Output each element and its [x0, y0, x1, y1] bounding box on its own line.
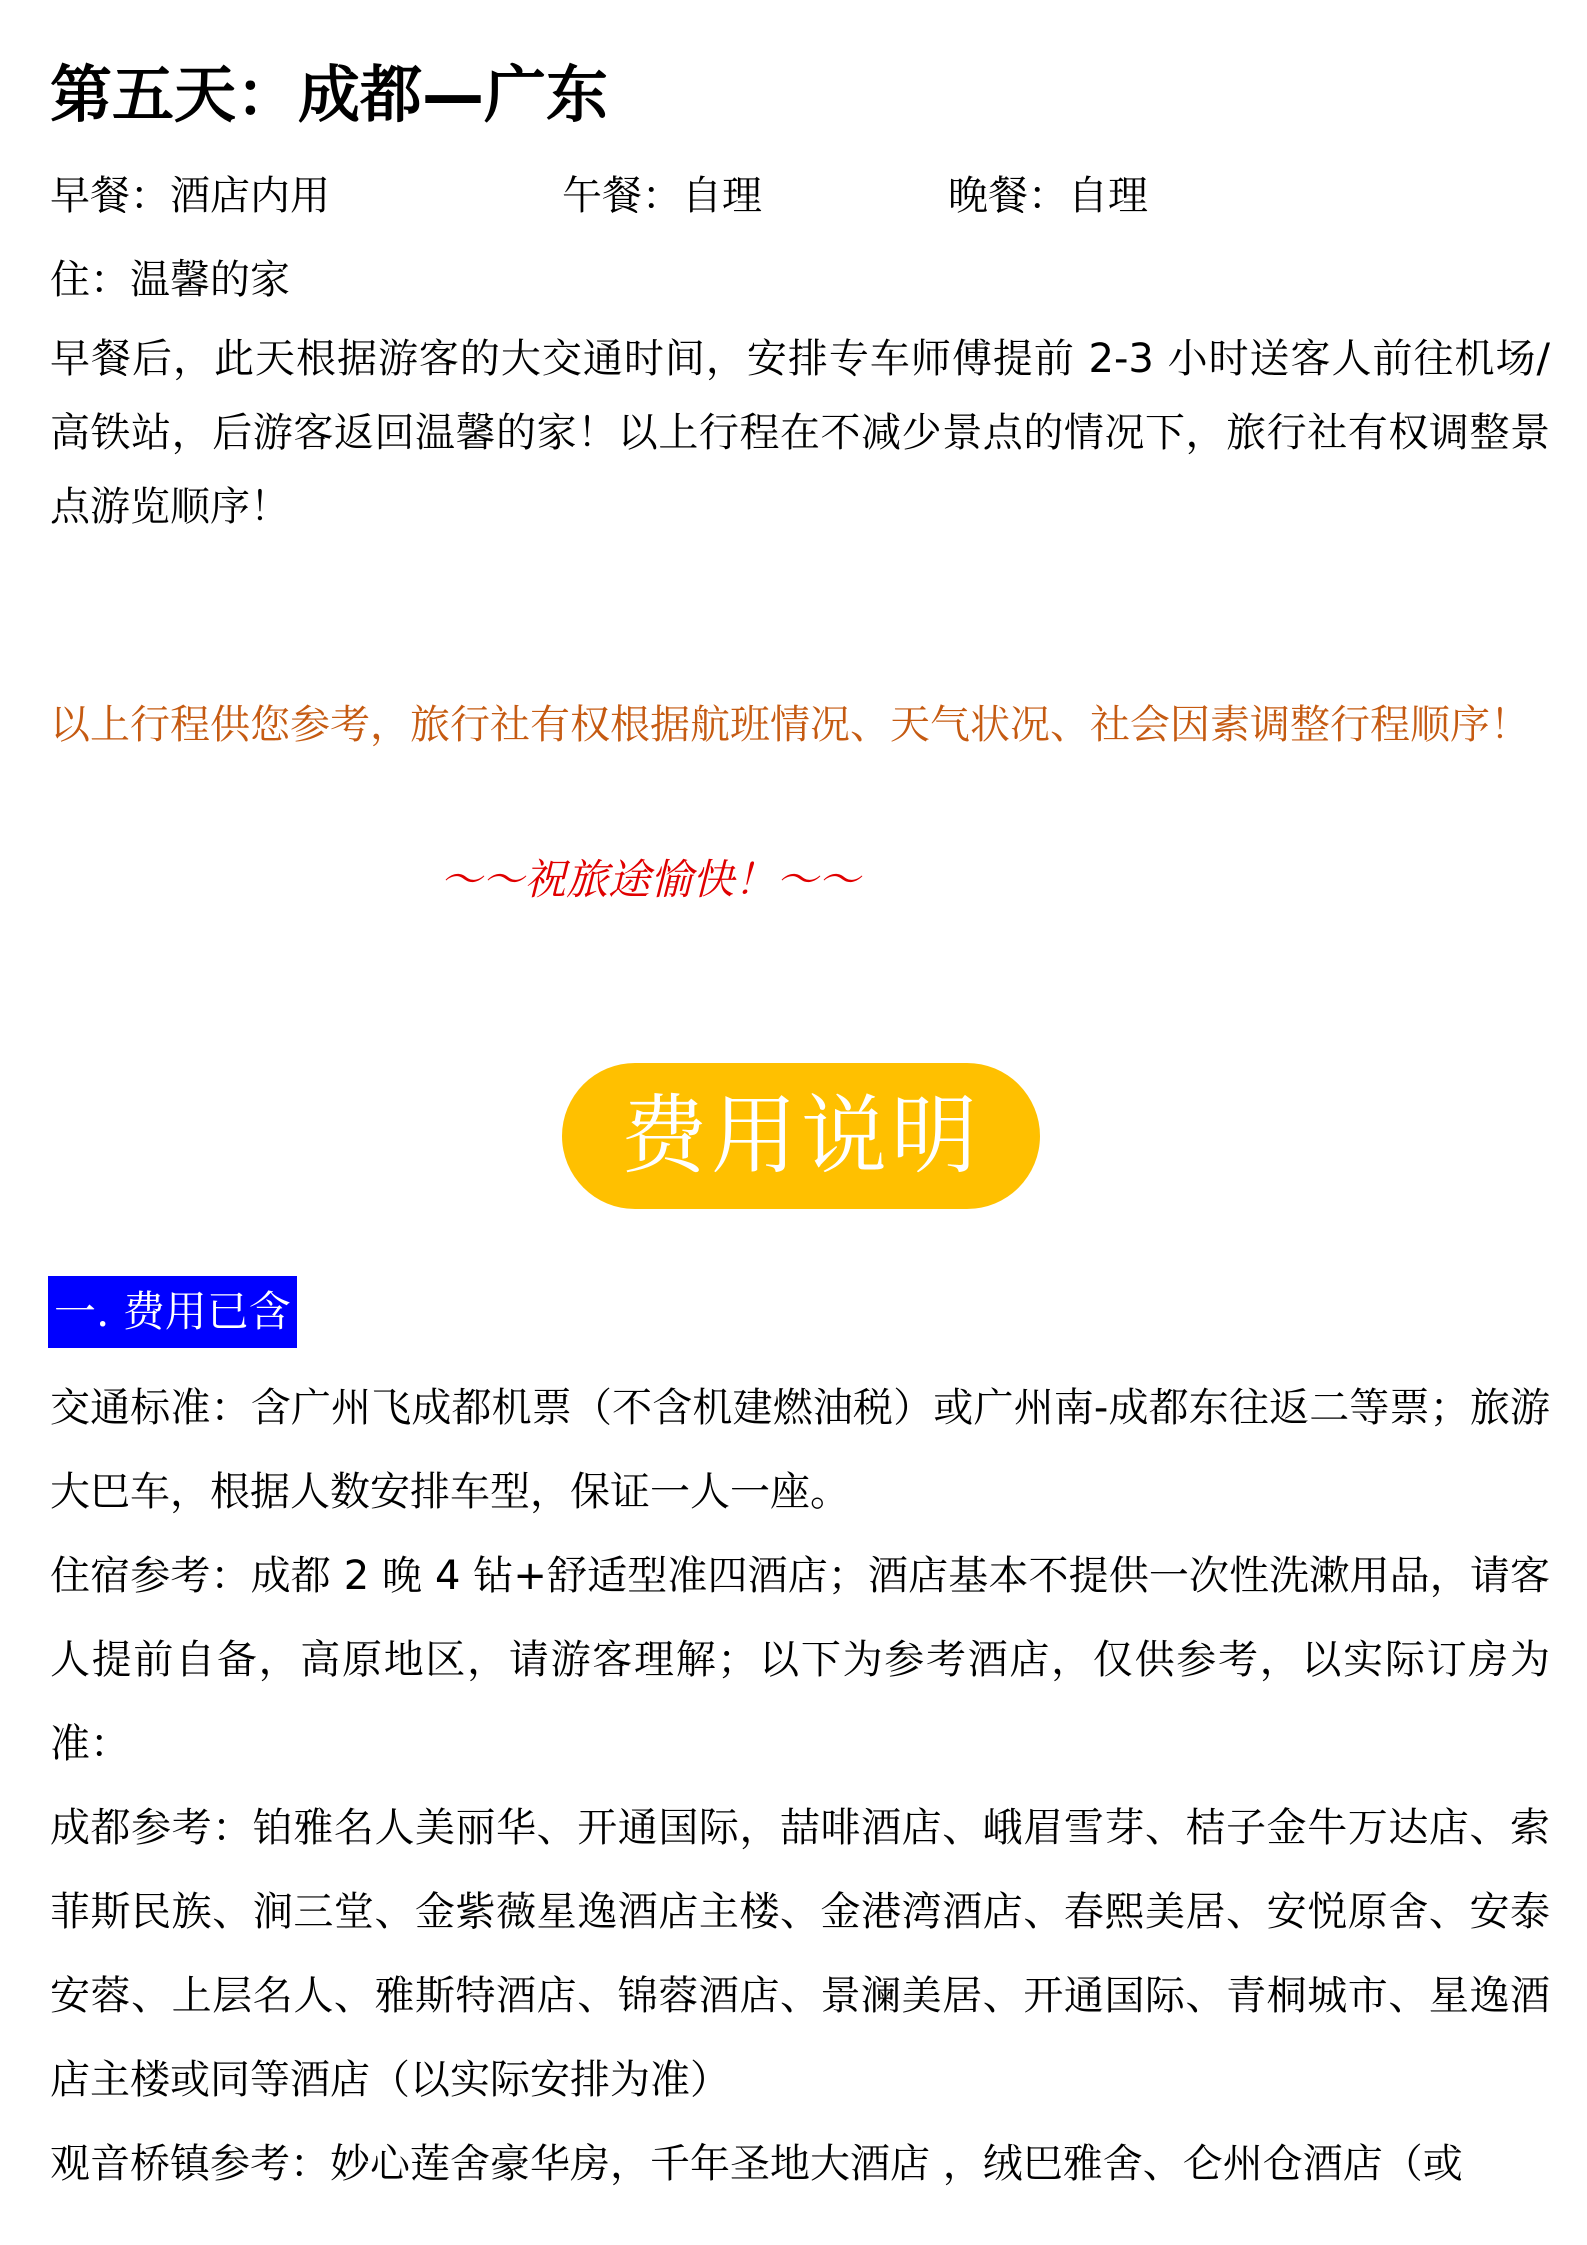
meal-lunch: 午餐：自理	[562, 173, 762, 219]
travel-wish: ～～祝旅途愉快！～～	[440, 855, 861, 904]
meal-breakfast: 早餐：酒店内用	[50, 173, 330, 219]
transport-standard: 交通标准：含广州飞成都机票（不含机建燃油税）或广州南-成都东往返二等票；旅游大巴车，根据人数安排车型，保证一人一座。	[50, 1385, 1550, 1515]
fee-included-details	[50, 1366, 1550, 2206]
accommodation: 住：温馨的家	[50, 257, 290, 303]
fee-included-heading: 一. 费用已含	[48, 1276, 297, 1348]
itinerary-notice: 以上行程供您参考，旅行社有权根据航班情况、天气状况、社会因素调整行程顺序！	[50, 702, 1530, 748]
day-title: 第五天：成都—广东	[50, 58, 609, 131]
day-description: 早餐后，此天根据游客的大交通时间，安排专车师傅提前 2-3 小时送客人前往机场/高铁站，后游客返回温馨的家！以上行程在不减少景点的情况下，旅行社有权调整景点游览顺序！	[50, 336, 1550, 530]
guanyinqiao-hotel-reference: 观音桥镇参考：妙心莲舍豪华房，千年圣地大酒店 ，绒巴雅舍、仑州仓酒店（或	[50, 2141, 1463, 2187]
chengdu-hotel-reference: 成都参考：铂雅名人美丽华、开通国际，喆啡酒店、峨眉雪芽、桔子金牛万达店、索菲斯民族、涧三堂、金紫薇星逸酒店主楼、金港湾酒店、春熙美居、安悦原舍、安泰安蓉、上层名人、雅斯特酒店、锦蓉酒店、景澜美居、开通国际、青桐城市、星逸酒店主楼或同等酒店（以实际安排为准）	[50, 1805, 1550, 2103]
fee-section-badge	[562, 1063, 1040, 1209]
meal-dinner: 晚餐：自理	[948, 173, 1148, 219]
fee-section-title: 费用说明	[621, 1086, 981, 1186]
accommodation-reference: 住宿参考：成都 2 晚 4 钻+舒适型准四酒店；酒店基本不提供一次性洗漱用品，请客人提前自备，高原地区，请游客理解；以下为参考酒店，仅供参考，以实际订房为准：	[50, 1553, 1550, 1767]
